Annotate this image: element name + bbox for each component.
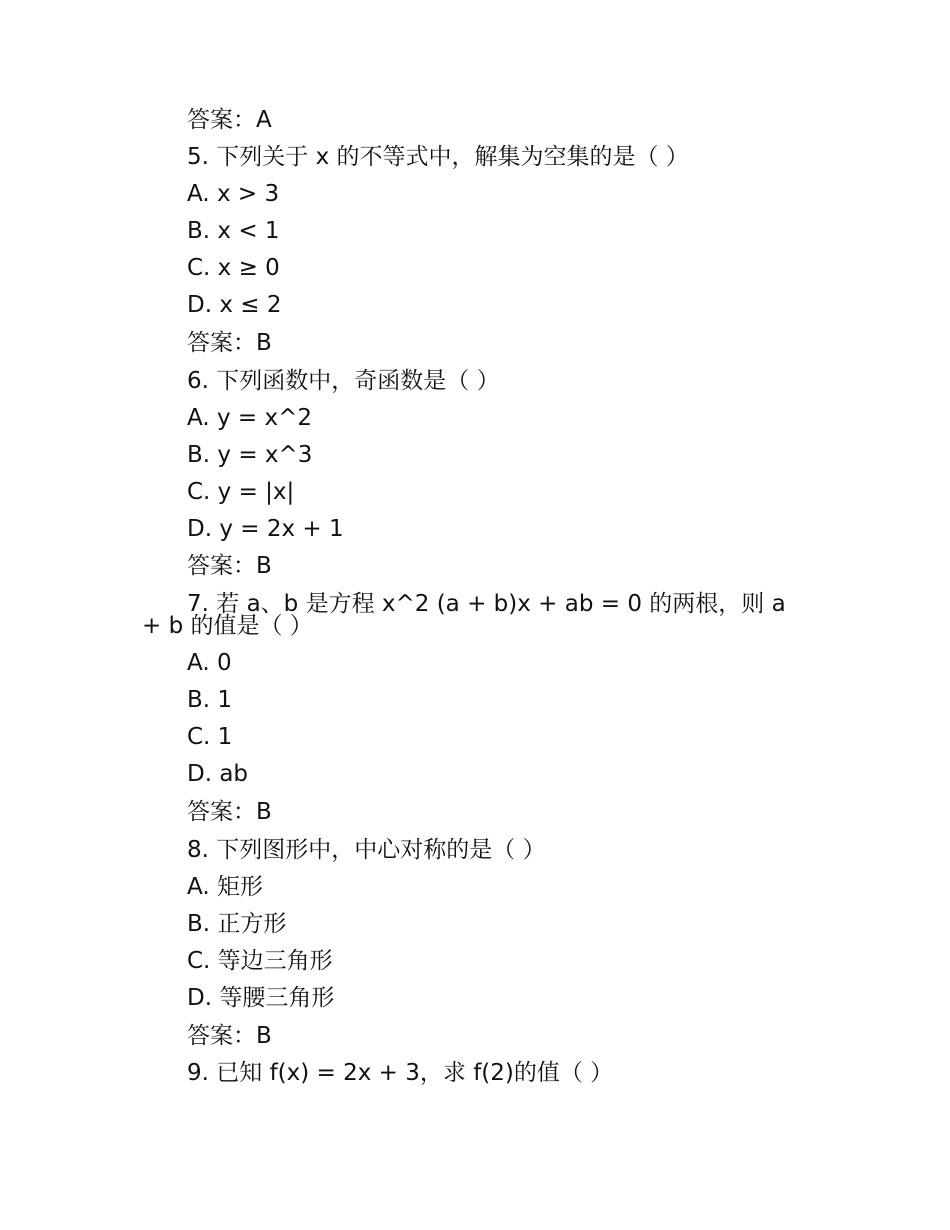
option-line: A. 0 [187,650,232,676]
option-line: C. x ≥ 0 [187,255,280,281]
answer-line: 答案：B [187,553,272,579]
option-line: C. 1 [187,724,233,750]
option-line: B. 1 [187,687,233,713]
option-line: A. y = x^2 [187,405,312,431]
option-line: A. 矩形 [187,874,263,900]
answer-line: 答案：B [187,1023,272,1049]
option-line: B. x < 1 [187,218,280,244]
question-6: 6. 下列函数中，奇函数是（ ） [187,368,500,394]
answer-line: 答案：A [187,107,272,133]
option-line: D. x ≤ 2 [187,292,282,318]
option-line: C. y = |x| [187,479,295,505]
question-7: 7. 若 a、b 是方程 x^2 (a + b)x + ab = 0 的两根，则 a [187,591,786,617]
answer-line: 答案：B [187,330,272,356]
question-7-continuation: + b 的值是（ ） [142,613,313,639]
question-8: 8. 下列图形中，中心对称的是（ ） [187,837,546,863]
option-line: D. 等腰三角形 [187,985,335,1011]
option-line: D. ab [187,761,249,787]
option-line: B. y = x^3 [187,442,313,468]
question-5: 5. 下列关于 x 的不等式中，解集为空集的是（ ） [187,144,689,170]
answer-line: 答案：B [187,799,272,825]
option-line: A. x > 3 [187,181,280,207]
question-9: 9. 已知 f(x) = 2x + 3，求 f(2)的值（ ） [187,1060,614,1086]
option-line: D. y = 2x + 1 [187,516,344,542]
option-line: B. 正方形 [187,911,287,937]
option-line: C. 等边三角形 [187,948,333,974]
